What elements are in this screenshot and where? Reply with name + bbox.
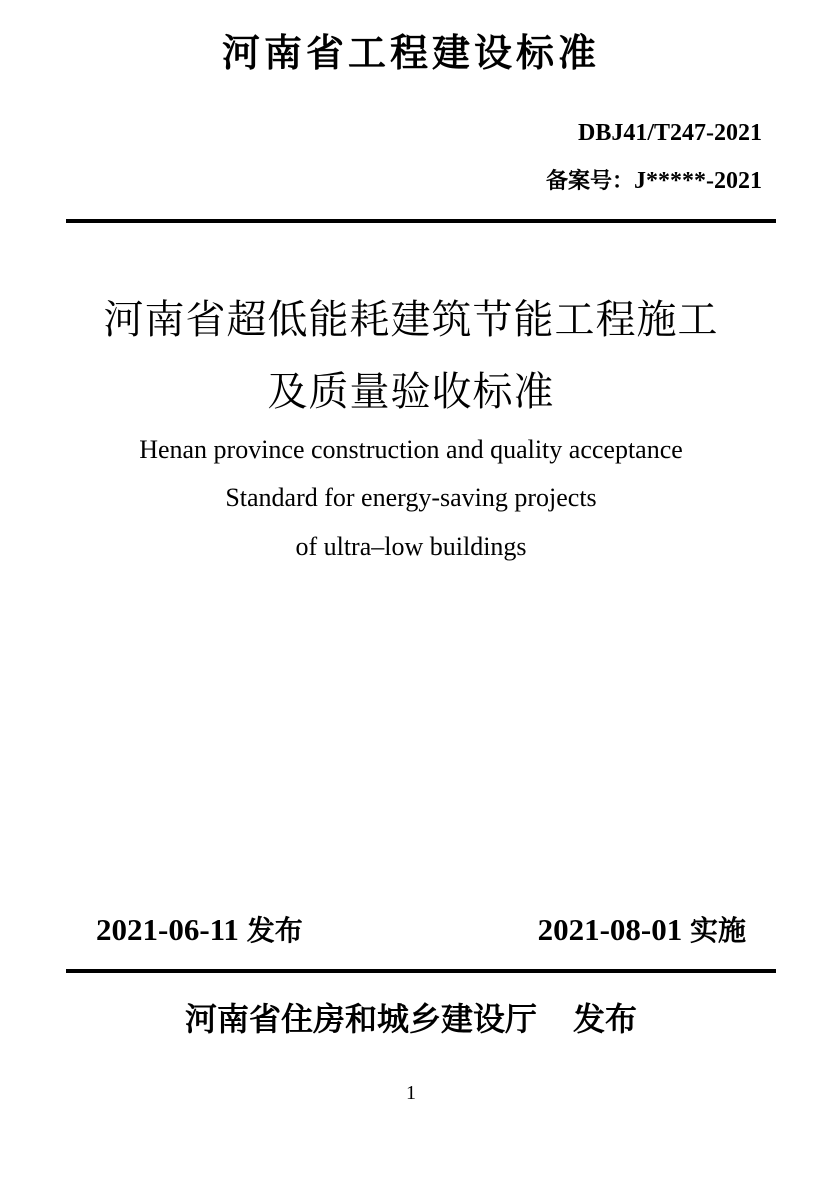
- page-number: 1: [406, 1082, 416, 1104]
- effective-date-label: 实施: [689, 914, 746, 947]
- issue-date: [96, 910, 303, 951]
- bottom-divider: [66, 969, 776, 973]
- publisher-name: 河南省住房和城乡建设厅: [184, 1000, 537, 1038]
- title-english-line-2: Standard for energy-saving projects: [225, 483, 597, 512]
- document-header-title: 河南省工程建设标准: [221, 31, 600, 75]
- title-chinese-line-2: 及质量验收标准: [267, 369, 555, 415]
- issue-date-label: 发布: [246, 914, 303, 947]
- effective-date-value: 2021-08-01: [537, 912, 683, 947]
- title-english-line-1: Henan province construction and quality acceptance: [139, 435, 683, 464]
- publisher-action: 发布: [573, 1000, 638, 1038]
- record-number-line: [546, 166, 762, 197]
- title-chinese-line-1: 河南省超低能耗建筑节能工程施工: [103, 297, 719, 343]
- title-english-line-3: of ultra–low buildings: [295, 532, 527, 561]
- standard-code: DBJ41/T247-2021: [577, 120, 762, 146]
- issue-date-value: 2021-06-11: [96, 912, 239, 947]
- publisher-line: [0, 996, 822, 1042]
- effective-date: [538, 910, 746, 951]
- record-number-label: 备案号：: [545, 169, 634, 194]
- top-divider: [66, 219, 776, 223]
- record-number-value: J*****-2021: [634, 168, 762, 194]
